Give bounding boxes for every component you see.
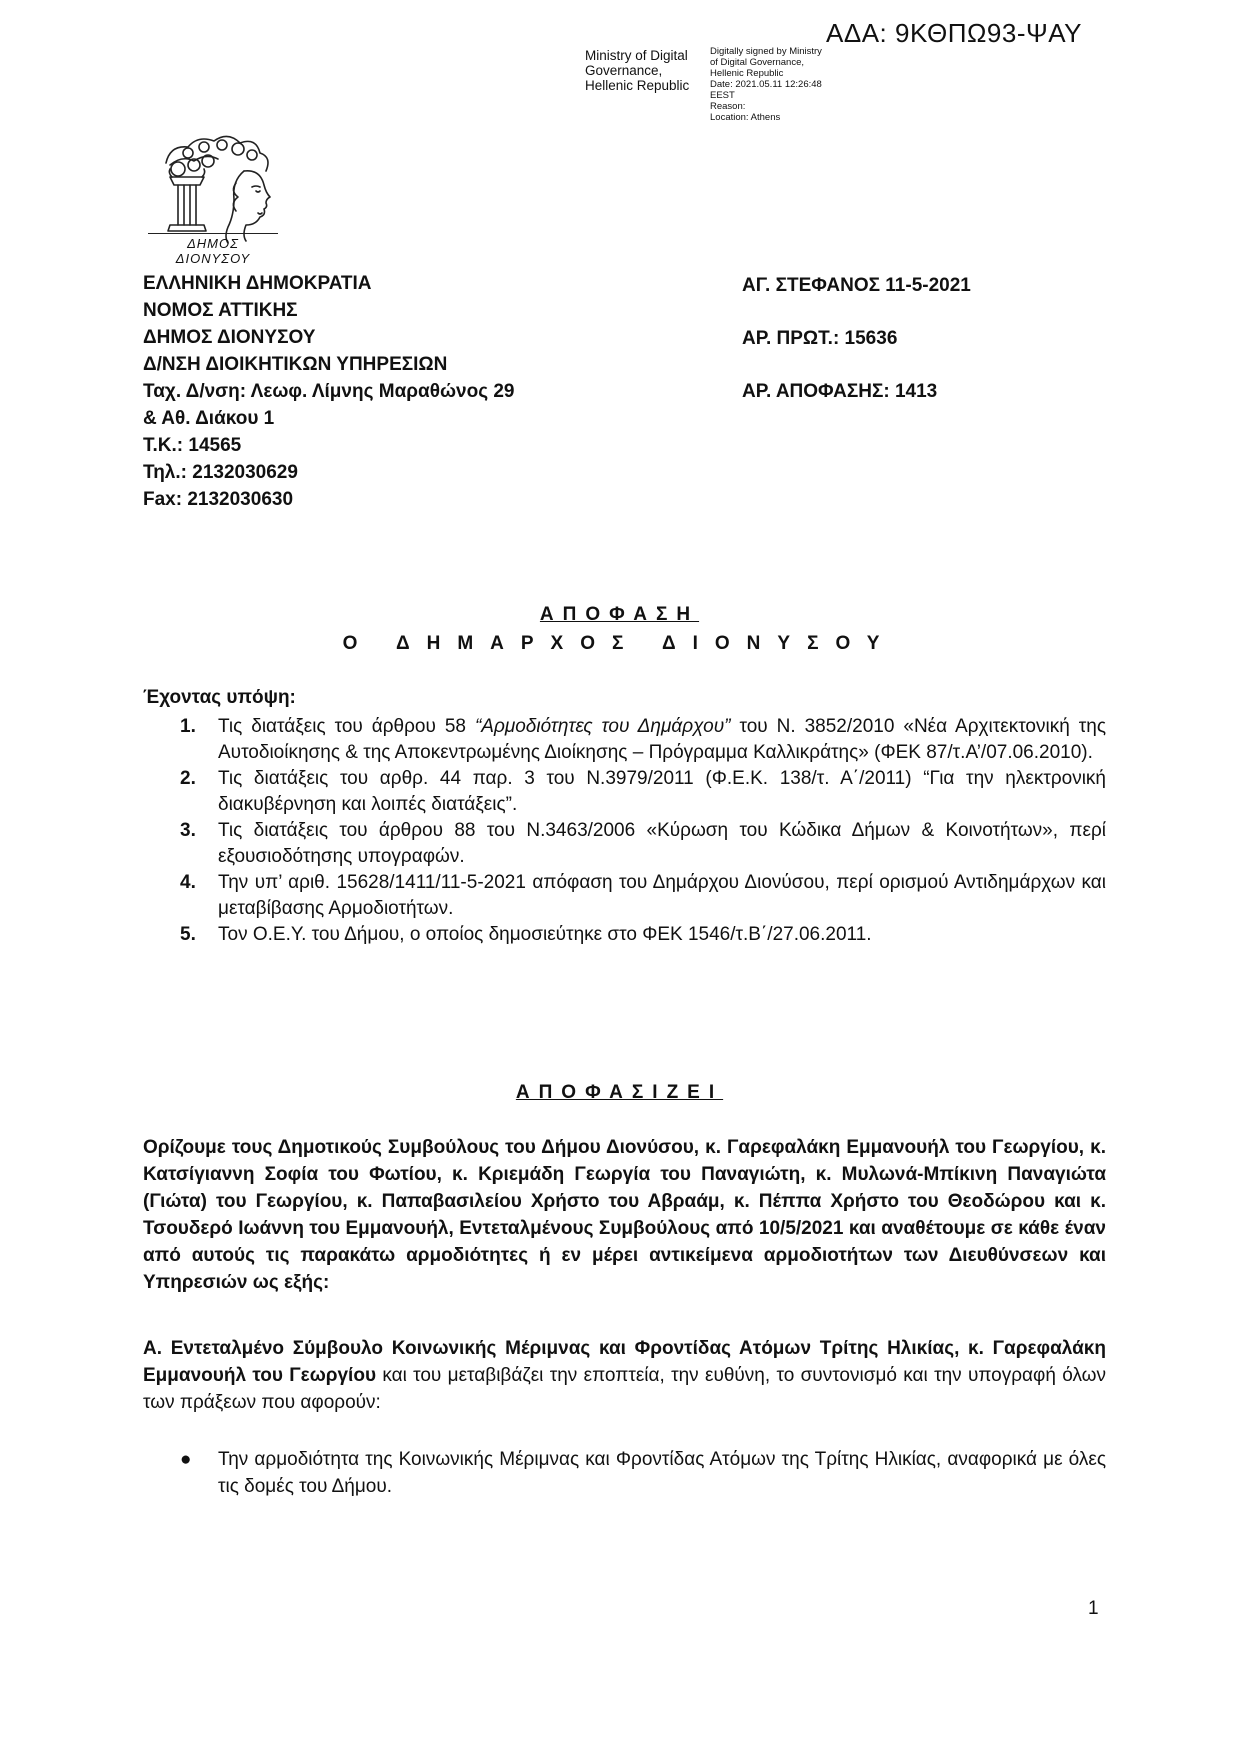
sender-block <box>143 270 515 513</box>
section-a-heading: Α. Εντεταλμένο Σύμβουλο Κοινωνικής Μέριμνας και Φροντίδας Ατόμων Τρίτης Ηλικίας, κ. Γαρεφαλάκη Εμμανουήλ του Γεωργίου <box>143 1338 1106 1386</box>
signature-owner <box>585 48 703 93</box>
signature-detail-line: Location: Athens <box>710 112 781 123</box>
item-text: Την υπ’ αριθ. 15628/1411/11-5-2021 απόφαση του Δημάρχου Διονύσου, περί ορισμού Αντιδημάρχων και μεταβίβασης Αρμοδιοτήτων. <box>218 872 1106 919</box>
signature-owner-line: Governance, <box>585 63 663 78</box>
decides-title: ΑΠΟΦΑΣΙΖΕΙ <box>515 1082 724 1103</box>
section-a-paragraph <box>143 1335 1106 1416</box>
signature-details <box>710 46 822 123</box>
considerations-list <box>176 714 1106 948</box>
item-italic-text: “Αρμοδιότητες του Δημάρχου” <box>474 716 731 737</box>
mayor-title: Ο ΔΗΜΑΡΧΟΣ ΔΙΟΝΥΣΟΥ <box>342 633 897 654</box>
bullet-item <box>176 1446 1106 1500</box>
item-text: Τις διατάξεις του αρθρ. 44 παρ. 3 του Ν.3979/2011 (Φ.Ε.Κ. 138/τ. Α΄/2011) “Για την ηλεκτρονική διακυβέρνηση και λοιπές διατάξεις”. <box>218 768 1106 815</box>
list-item <box>176 922 1106 948</box>
list-item <box>176 766 1106 818</box>
signature-detail-line: Reason: <box>710 101 746 112</box>
protocol-number: ΑΡ. ΠΡΩΤ.: 15636 <box>742 328 898 349</box>
sender-line: & Αθ. Διάκου 1 <box>143 408 275 429</box>
bullet-text: Την αρμοδιότητα της Κοινωνικής Μέριμνας και Φροντίδας Ατόμων της Τρίτης Ηλικίας, αναφορικά με όλες τις δομές του Δήμου. <box>218 1449 1106 1497</box>
sender-line: Δ/ΝΣΗ ΔΙΟΙΚΗΤΙΚΩΝ ΥΠΗΡΕΣΙΩΝ <box>143 354 448 375</box>
decision-title: ΑΠΟΦΑΣΗ <box>539 604 700 625</box>
item-text: Τις διατάξεις του άρθρου 58 <box>218 716 475 737</box>
signature-detail-line: EEST <box>710 90 735 101</box>
item-text: του Ν. 3852/2010 «Νέα Αρχιτεκτονική της Αυτοδιοίκησης & της Αποκεντρωμένης Διοίκησης – Πρόγραμμα Καλλικράτης» (ΦΕΚ 87/τ.Α’/07.06.2010). <box>218 716 1106 763</box>
signature-owner-line: Hellenic Republic <box>585 78 690 93</box>
page-number: 1 <box>1088 1598 1099 1619</box>
sender-line: Τ.Κ.: 14565 <box>143 435 242 456</box>
sender-line: Τηλ.: 2132030629 <box>143 462 298 483</box>
municipality-logo <box>148 125 308 266</box>
list-item <box>176 714 1106 766</box>
list-item <box>176 818 1106 870</box>
list-item <box>176 870 1106 922</box>
signature-detail-line: of Digital Governance, <box>710 57 804 68</box>
list-number: 2. <box>180 768 196 789</box>
sender-line: ΔΗΜΟΣ ΔΙΟΝΥΣΟΥ <box>143 327 316 348</box>
signature-detail-line: Digitally signed by Ministry <box>710 46 822 57</box>
section-a-text: και του μεταβιβάζει την εποπτεία, την ευθύνη, το συντονισμό και την υπογραφή όλων των πράξεων που αφορούν: <box>143 1365 1106 1413</box>
sender-line: Ταχ. Δ/νση: Λεωφ. Λίμνης Μαραθώνος 29 <box>143 381 515 402</box>
logo-text: ΔΗΜΟΣ ΔΙΟΝΥΣΟΥ <box>148 233 278 266</box>
list-number: 1. <box>180 716 196 737</box>
list-number: 5. <box>180 924 196 945</box>
sender-line: ΕΛΛΗΝΙΚΗ ΔΗΜΟΚΡΑΤΙΑ <box>143 273 372 294</box>
sender-line: ΝΟΜΟΣ ΑΤΤΙΚΗΣ <box>143 300 298 321</box>
item-text: Τις διατάξεις του άρθρου 88 του Ν.3463/2006 «Κύρωση του Κώδικα Δήμων & Κοινοτήτων», περί εξουσιοδότησης υπογραφών. <box>218 820 1106 867</box>
ada-code: ΑΔΑ: 9ΚΘΠΩ93-ΨΑΥ <box>826 18 1082 48</box>
bullet-icon: ● <box>180 1449 192 1470</box>
list-number: 4. <box>180 872 196 893</box>
main-paragraph: Ορίζουμε τους Δημοτικούς Συμβούλους του Δήμου Διονύσου, κ. Γαρεφαλάκη Εμμανουήλ του Γεωργίου, κ. Κατσίγιαννη Σοφία του Φωτίου, κ. Κριεμάδη Γεωργία του Παναγιώτη, κ. Μυλωνά-Μπίκινη Παναγιώτα (Γιώτα) του Γεωργίου, κ. Παπαβασιλείου Χρήστο του Αβραάμ, κ. Πέππα Χρήστο του Θεοδώρου και κ. Τσουδερό Ιωάννη του Εμμανουήλ, Εντεταλμένους Συμβούλους από 10/5/2021 και αναθέτουμε σε κάθε έναν από αυτούς τις παρακάτω αρμοδιότητες ή εν μέρει αντικείμενα αρμοδιοτήτων των Διευθύνσεων και Υπηρεσιών ως εξής: <box>143 1137 1106 1293</box>
list-number: 3. <box>180 820 196 841</box>
considering-heading: Έχοντας υπόψη: <box>143 687 296 708</box>
sender-line: Fax: 2132030630 <box>143 489 294 510</box>
signature-owner-line: Ministry of Digital <box>585 48 688 63</box>
item-text: Τον Ο.Ε.Υ. του Δήμου, ο οποίος δημοσιεύτηκε στο ΦΕΚ 1546/τ.Β΄/27.06.2011. <box>218 924 872 945</box>
place-date: ΑΓ. ΣΤΕΦΑΝΟΣ 11-5-2021 <box>742 275 971 296</box>
signature-detail-line: Date: 2021.05.11 12:26:48 <box>710 79 822 90</box>
decision-number: ΑΡ. ΑΠΟΦΑΣΗΣ: 1413 <box>742 381 938 402</box>
signature-detail-line: Hellenic Republic <box>710 68 784 79</box>
